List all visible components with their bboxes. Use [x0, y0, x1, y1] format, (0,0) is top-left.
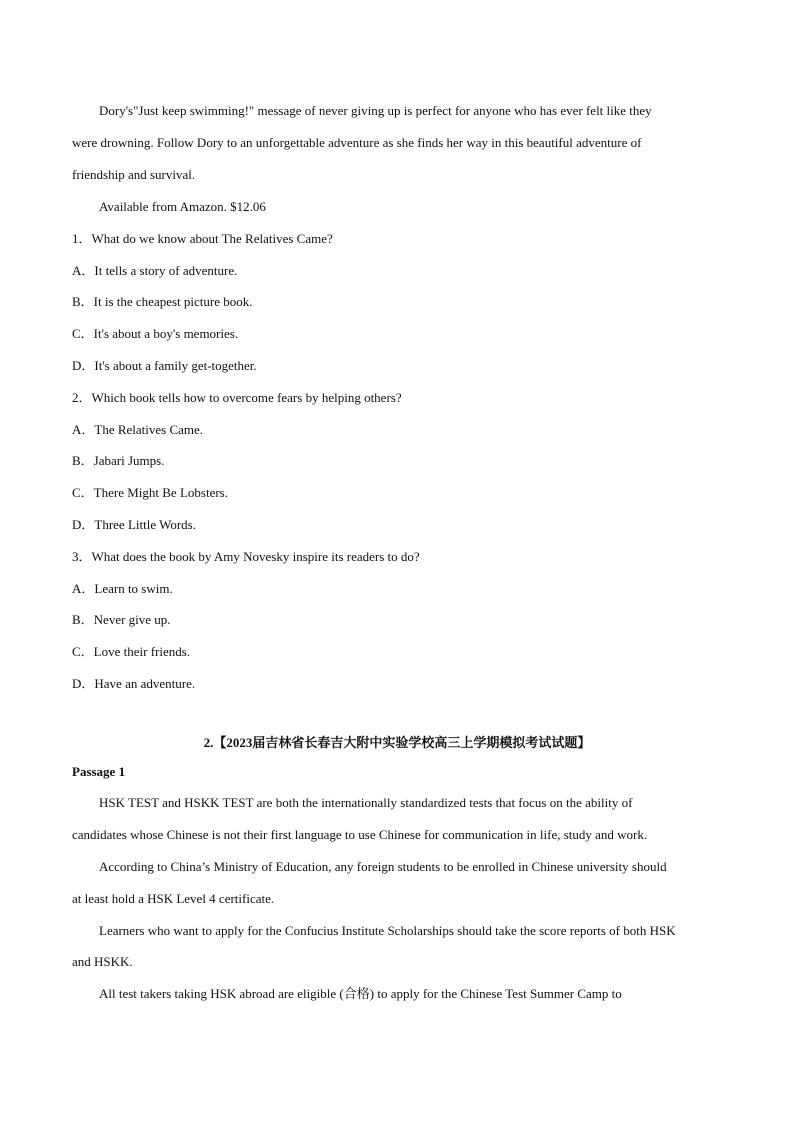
answer-option: B．It is the cheapest picture book.	[72, 294, 253, 309]
answer-option: A．The Relatives Came.	[72, 422, 204, 437]
passage-line: All test takers taking HSK abroad are eligible (合格) to apply for the Chinese Test Summer Camp to	[99, 986, 622, 1001]
section-title: 2.【2023届吉林省长春吉大附中实验学校高三上学期模拟考试试题】	[203, 735, 591, 750]
passage-line: Dory's"Just keep swimming!" message of never giving up is perfect for anyone who has ever felt like they	[99, 103, 652, 118]
question-stem: 3．What does the book by Amy Novesky inspire its readers to do?	[72, 549, 420, 564]
answer-option: C．It's about a boy's memories.	[72, 326, 239, 341]
answer-option: B．Jabari Jumps.	[72, 453, 165, 468]
question-stem: 1．What do we know about The Relatives Came?	[72, 231, 333, 246]
answer-option: D．Three Little Words.	[72, 517, 196, 532]
passage-line: Learners who want to apply for the Confucius Institute Scholarships should take the score reports of both HSK	[99, 923, 676, 938]
passage-line: friendship and survival.	[72, 167, 196, 182]
passage-line: According to China’s Ministry of Education, any foreign students to be enrolled in Chinese university should	[99, 859, 667, 874]
availability-line: Available from Amazon. $12.06	[99, 199, 266, 214]
answer-option: D．It's about a family get-together.	[72, 358, 257, 373]
answer-option: A．Learn to swim.	[72, 581, 173, 596]
answer-option: A．It tells a story of adventure.	[72, 263, 238, 278]
answer-option: C．There Might Be Lobsters.	[72, 485, 228, 500]
passage-line: and HSKK.	[72, 954, 133, 969]
passage-line: HSK TEST and HSKK TEST are both the internationally standardized tests that focus on the ability of	[99, 795, 633, 810]
answer-option: D．Have an adventure.	[72, 676, 196, 691]
answer-option: C．Love their friends.	[72, 644, 191, 659]
answer-option: B．Never give up.	[72, 612, 171, 627]
passage-line: candidates whose Chinese is not their first language to use Chinese for communication in life, study and work.	[72, 827, 648, 842]
question-stem: 2．Which book tells how to overcome fears by helping others?	[72, 390, 402, 405]
passage-line: at least hold a HSK Level 4 certificate.	[72, 891, 275, 906]
passage-label: Passage 1	[72, 764, 126, 779]
passage-line: were drowning. Follow Dory to an unforgettable adventure as she finds her way in this beautiful adventure of	[72, 135, 642, 150]
